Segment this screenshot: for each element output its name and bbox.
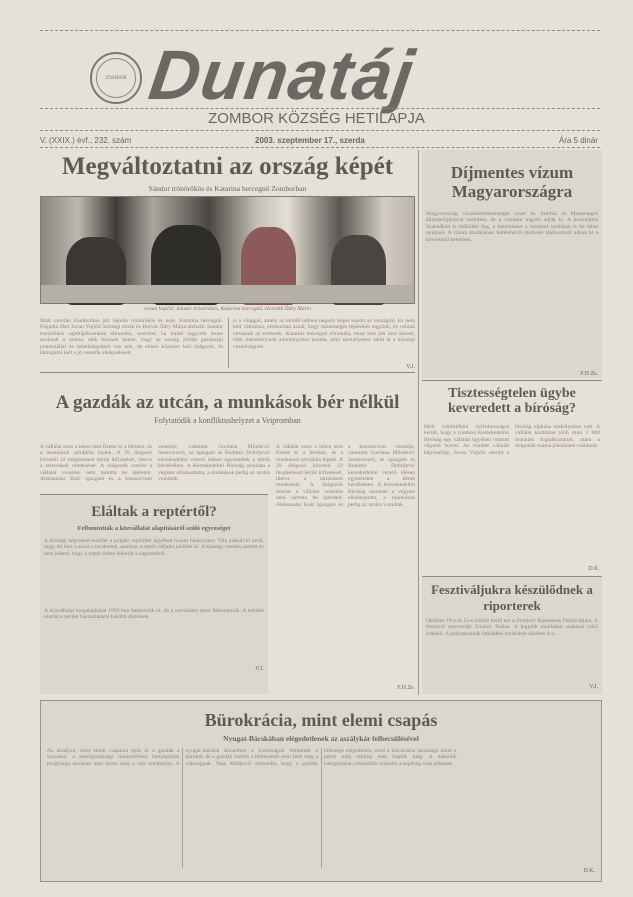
column-divider	[228, 318, 229, 368]
section-rule	[40, 372, 415, 373]
visa-signature: F.H.Zs.	[580, 371, 598, 377]
festival-headline: Fesztiváljukra készülődnek a riporterek	[431, 582, 593, 613]
photo-caption: Jovan Vujičić, Sándor trónörökös, Katarina hercegnő, Horváth Ódry Mária	[144, 306, 311, 312]
photo-table	[41, 285, 414, 303]
info-rule	[40, 147, 600, 148]
bureaucracy-signature: D.K.	[583, 868, 595, 874]
bureaucracy-headline: Bürokrácia, mint elemi csapás	[204, 710, 438, 730]
court-article	[422, 386, 602, 416]
farmers-kicker: Folytatódik a konfliktushelyzet a Veipromban	[154, 416, 301, 425]
lead-article	[40, 152, 415, 193]
lead-kicker: Sándor trónörökös és Katarina hercegnő Zomborban	[148, 184, 307, 193]
airport-article	[40, 494, 268, 694]
lead-text-col-1: Múlt szerdán Zomborban járt Sándor trónörökös és neje, Katarina hercegnő. Fogadta őket Jovan Vujičić községi elnök és Horvát Ódry Mária alelnök. Sándor trónörökös sajtótájékoztatón elmondta, szeretné, ha minél nagyobb lenne azoknak a száma, akik hisznek benne, hogy az ország jövője gazdasági potenciállal és lehetőségekkel van tele, de ehhez közösen kell dolgozni, és támogatni kell a jó vezetők elképzeléseit.	[40, 318, 223, 357]
airport-text-1: A községi képviselő-testület a polgári repülőtér ügyében hozott határozatot. Vita alakult ki arról, hogy mi lesz a sorsa a területnek, amelyet a reptér céljaira jelöltek ki. A községi vezetés szerint ez nem jelenti, hogy a reptér ötlete lekerült a napirendről.	[44, 538, 264, 557]
top-rule	[40, 30, 600, 31]
festival-text: Október 19-e és 25-e között kerül sor a Zombori Riporterek Fesztiváljára. A fesztivál szervezője Zoránic Dušan. A legjobb munkákat szakmai zsűri értékeli. A pályamunkák beküldési határideje október 4-e.	[426, 618, 598, 637]
section-rule	[422, 380, 602, 381]
column-divider	[418, 150, 419, 695]
lead-photo	[40, 196, 415, 304]
airport-kicker: Felbontották a közvállalat alapításáról szóló egyezséget	[77, 525, 231, 532]
bureaucracy-kicker: Nyugat-Bácskában elégedetlenek az aszálykár felbecsülésével	[223, 734, 419, 743]
visa-text: Magyarország vízumkötelezettséget vezet be Szerbia és Montenegró állampolgáraival szemben, de a vízumot ingyen adják ki. A konzulátus Szabadkán is működni fog, a kérelmeket a zombori irodában is be lehet nyújtani. A vízum kiadásának feltételeiről részletes tájékoztatót adnak ki a következő hetekben.	[426, 211, 598, 243]
lead-signature: V.J.	[406, 364, 415, 370]
festival-signature: V.J.	[589, 684, 598, 690]
issue-date: 2003. szeptember 17., szerda	[255, 136, 365, 145]
farmers-signature: F.H.Zs.	[397, 685, 415, 691]
airport-signature: V.J.	[255, 666, 264, 672]
visa-headline: Díjmentes vízum Magyarországra	[450, 163, 574, 201]
farmers-text: A vállalat ezen a héten sem fizette ki a béreket, és a munkások sztrájkba léptek. A 29 dolgozó követeli 22 megkeresett bérük kifizetését, illetve a tartozások rendezését. A dolgozók szerint a vállalat vezetése nem tartotta be ígéreteit. Aleksandar Kaić igazgató és a konzorcium vezetője, valamint Gordana Milošević üzemvezető, az igazgató és Budimir Dobrijević kereskedelmi vezető ülésen egyeztettek a bérek kérdésében. A Kereskedelmi Bíróság azonban a végzést elhalasztotta, a munkások pedig az utcára vonultak.	[40, 444, 270, 483]
masthead-rule-2	[40, 130, 600, 131]
newspaper-logo: Dunatáj	[144, 36, 420, 114]
coat-of-arms-seal-icon	[90, 52, 142, 104]
lead-headline: Megváltoztatni az ország képét	[61, 153, 394, 180]
court-text: Múlt csütörtökön nyilvánosságra került, hogy a zombori Kereskedelmi Bíróság egy vállalat ügyében vitatott végzést hozott. Az érintett vállalat képviselője, Jovan Vujičić szerint a bíróság eljárása szabálytalan volt. A vállalat korábban több mint 1 000 munkást foglalkoztatott, mára a dolgozók száma jelentősen csökkent.	[424, 424, 600, 456]
masthead-rule	[40, 108, 600, 109]
bureaucracy-text: Az aszályra, mint elemi csapásra ejtik ki a gazdák a szavakat, a mezőgazdasági minisztérium kártalanítási programja azonban nem hozta meg a várt eredményt. A nyugat-bácskai körzetben a bizottságok felmérték a károkat, de a gazdák szerint a felbecsülés nem felel meg a valóságnak. Vasa Mašković elmondta, hogy a gazdák többsége elégedetlen, mert a bürokrácia lassúsága miatt a pénzt még mindig nem kapták meg. A második kategóriában részesülők számára a segítség csak jelképes.	[47, 748, 457, 767]
festival-article	[422, 576, 602, 694]
court-signature: D.K.	[588, 566, 600, 572]
subtitle: ZOMBOR KÖZSÉG HETILAPJA	[208, 110, 425, 127]
farmers-headline: A gazdák az utcán, a munkások bér nélkül	[55, 392, 400, 413]
price: Ára 5 dinár	[558, 136, 598, 145]
farmers-text-continued: A vállalat ezen a héten sem fizette ki a béreket, és a munkások sztrájkba léptek. A 29 dolgozó követeli 22 megkeresett bérük kifizetését, illetve a tartozások rendezését. A dolgozók szerint a vállalat vezetése nem tartotta be ígéreteit. Aleksandar Kaić igazgató és a konzorcium vezetője, valamint Gordana Milošević üzemvezető, az igazgató és Budimir Dobrijević kereskedelmi vezető ülésen egyeztettek a bérek kérdésében. A Kereskedelmi Bíróság azonban a végzést elhalasztotta, a munkások pedig az utcára vonultak.	[276, 444, 415, 508]
airport-text-2: A közvállalat megalapítását 1999-ben határozták el, de a szerződést most felbontották. A testület szerint a terület használatáról később döntenek.	[44, 608, 264, 621]
court-headline: Tisztességtelen ügybe keveredett a bíróság?	[447, 386, 577, 416]
airport-headline: Eláltak a reptértől?	[91, 504, 217, 520]
bureaucracy-article	[40, 700, 602, 882]
visa-article	[422, 150, 602, 378]
issue-number: V. (XXIX.) évf., 232. szám	[40, 136, 132, 145]
farmers-article	[40, 392, 415, 425]
lead-text-col-2: is a világgal, amely az elmúlt időben negatív képet kapott az országról. Ez nem kell változnia, elsősorban azzal, hogy tisztességes lépéseket tegyünk, és velünk tartsanak az emberek. Katarina hercegnő elmondta, most sem jött üres kézzel, több intézménynek adományokat hoztak, amit személyesen adott át a községi vezetőségnek.	[233, 318, 415, 350]
seal-text: ZOMBOR	[105, 75, 127, 81]
